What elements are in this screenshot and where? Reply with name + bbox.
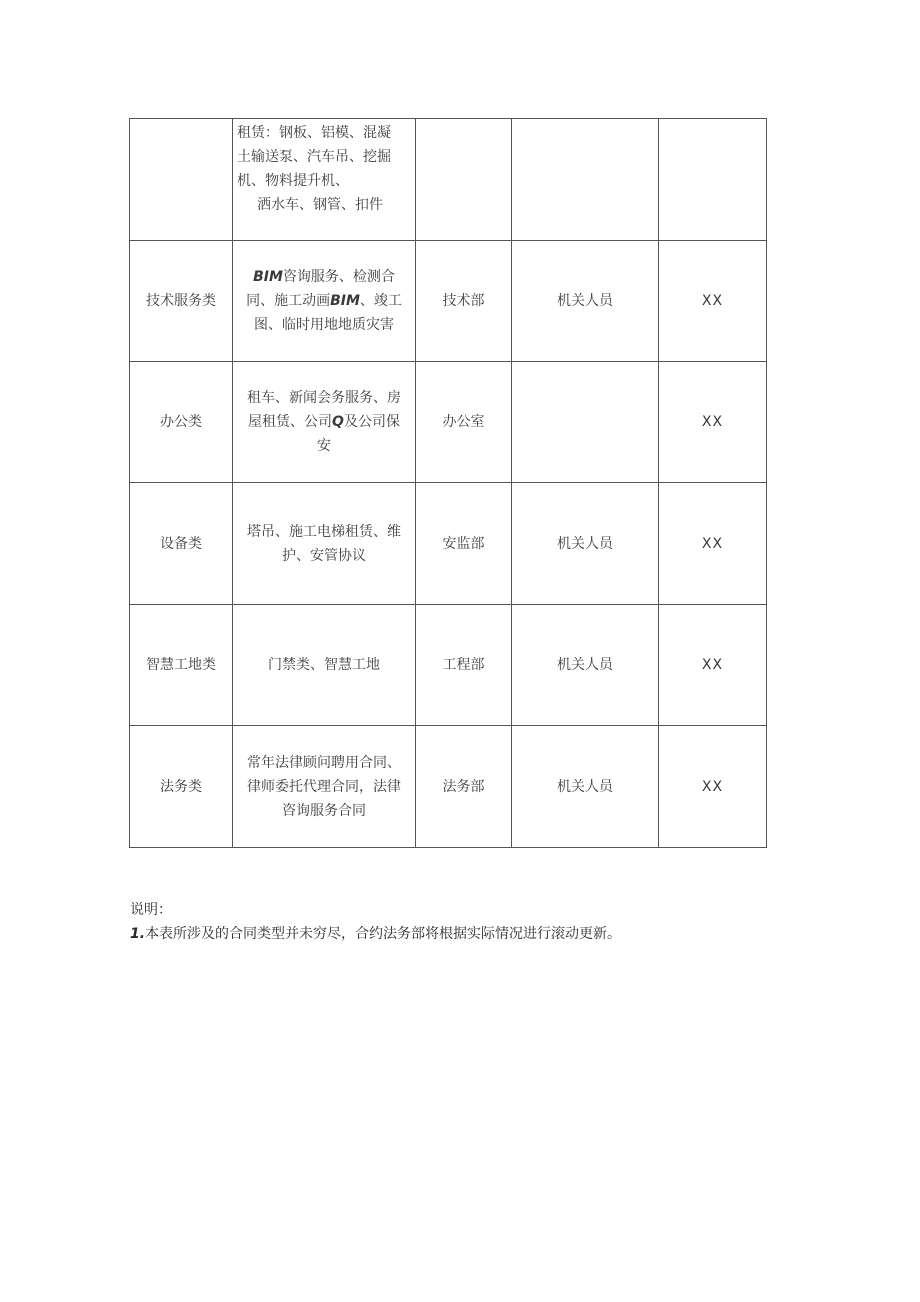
table-row xyxy=(130,362,767,483)
description-line: 护、安管协议 xyxy=(282,547,366,564)
description-line: 图、临时用地地质灾害 xyxy=(254,317,394,333)
personnel-cell xyxy=(512,119,659,241)
contact-cell: XX xyxy=(659,241,767,362)
description-line: 洒水车、钢管、扣件 xyxy=(257,197,383,213)
description-line: 门禁类、智慧工地 xyxy=(268,657,380,673)
department-cell: 安监部 xyxy=(416,483,512,605)
description-line: 安 xyxy=(317,438,331,454)
notes-item-number: 1. xyxy=(130,926,146,942)
description-cell xyxy=(233,605,416,726)
description-line: 律师委托代理合同，法律 xyxy=(247,778,401,795)
category-cell: 办公类 xyxy=(130,362,233,483)
personnel-cell xyxy=(512,362,659,483)
category-cell: 技术服务类 xyxy=(130,241,233,362)
personnel-cell: 机关人员 xyxy=(512,483,659,605)
description-line: 机、物料提升机、 xyxy=(237,173,349,189)
table-row xyxy=(130,483,767,605)
department-cell: 法务部 xyxy=(416,726,512,848)
description-cell xyxy=(233,241,416,362)
description-line: BIM咨询服务、检测合 xyxy=(253,269,395,285)
description-line: 塔吊、施工电梯租赁、维 xyxy=(247,523,401,540)
personnel-cell: 机关人员 xyxy=(512,605,659,726)
contact-cell: XX xyxy=(659,483,767,605)
category-cell: 法务类 xyxy=(130,726,233,848)
description-line: 土输送泵、汽车吊、挖掘 xyxy=(237,149,391,165)
description-line: 租车、新闻会务服务、房 xyxy=(247,390,401,406)
category-cell xyxy=(130,119,233,241)
table-row xyxy=(130,241,767,362)
department-cell: 技术部 xyxy=(416,241,512,362)
contact-cell xyxy=(659,119,767,241)
department-cell xyxy=(416,119,512,241)
personnel-cell: 机关人员 xyxy=(512,241,659,362)
table-row xyxy=(130,119,767,241)
contact-cell: XX xyxy=(659,726,767,848)
description-cell xyxy=(233,362,416,483)
description-line: 租赁：钢板、铝模、混凝 xyxy=(237,125,391,141)
department-cell: 工程部 xyxy=(416,605,512,726)
notes-item xyxy=(130,922,621,946)
description-line: 常年法律顾问聘用合同、 xyxy=(247,754,401,771)
table-row xyxy=(130,726,767,848)
notes-heading: 说明： xyxy=(130,902,172,918)
description-line: 屋租赁、公司Q及公司保 xyxy=(248,414,400,430)
description-cell xyxy=(233,726,416,848)
category-cell: 智慧工地类 xyxy=(130,605,233,726)
table-row xyxy=(130,605,767,726)
contract-type-table xyxy=(129,118,767,848)
notes-section xyxy=(130,898,621,946)
description-cell xyxy=(233,483,416,605)
description-line: 咨询服务合同 xyxy=(282,802,366,819)
description-cell xyxy=(233,119,416,241)
department-cell: 办公室 xyxy=(416,362,512,483)
contact-cell: XX xyxy=(659,605,767,726)
notes-item-text: 本表所涉及的合同类型并未穷尽，合约法务部将根据实际情况进行滚动更新。 xyxy=(145,926,622,942)
contact-cell: XX xyxy=(659,362,767,483)
category-cell: 设备类 xyxy=(130,483,233,605)
personnel-cell: 机关人员 xyxy=(512,726,659,848)
description-line: 同、施工动画BIM、竣工 xyxy=(246,293,402,309)
